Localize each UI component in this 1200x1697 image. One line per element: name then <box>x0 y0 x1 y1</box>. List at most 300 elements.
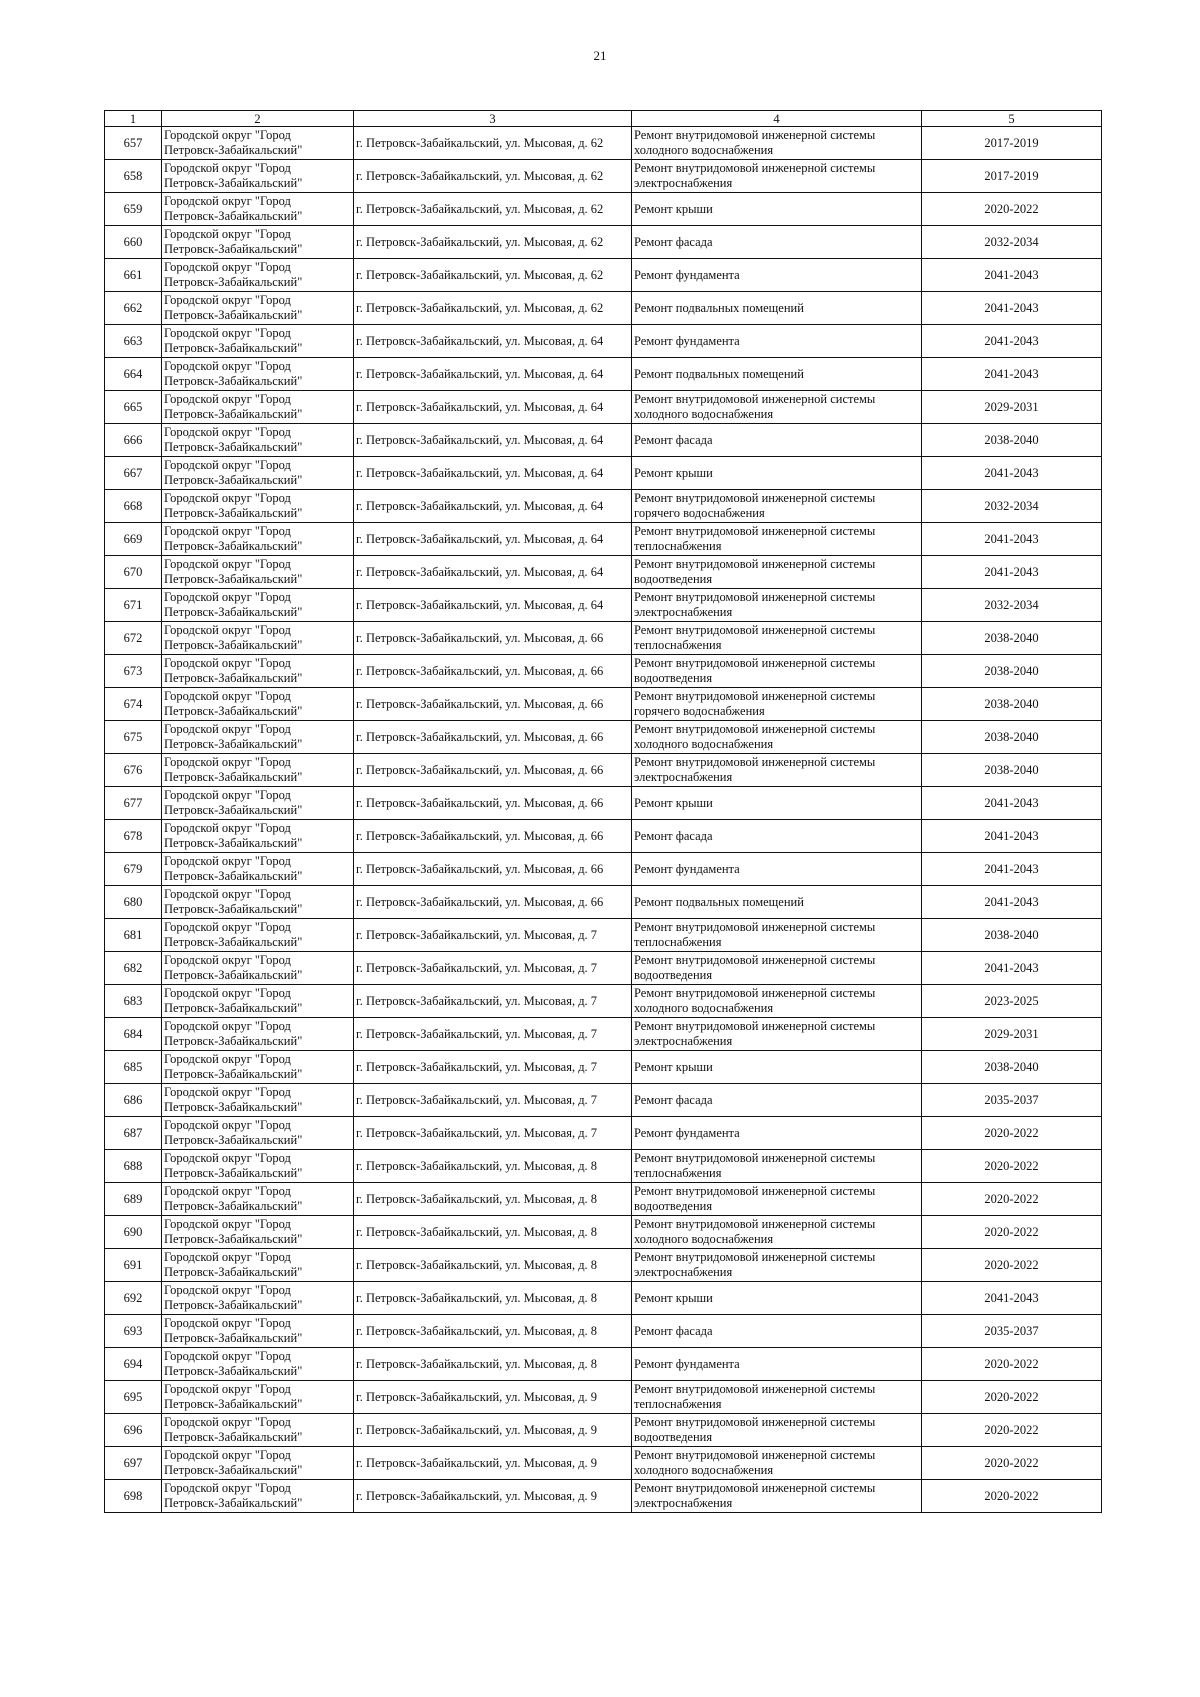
municipality-cell <box>162 127 354 160</box>
period-cell: 2041-2043 <box>922 457 1102 490</box>
period-cell: 2020-2022 <box>922 1183 1102 1216</box>
work-type-cell <box>632 1447 922 1480</box>
work-type-cell <box>632 556 922 589</box>
address-cell: г. Петровск-Забайкальский, ул. Мысовая, д. 66 <box>354 655 632 688</box>
row-number-cell: 697 <box>105 1447 162 1480</box>
period-cell: 2035-2037 <box>922 1315 1102 1348</box>
work-type-line: электроснабжения <box>634 1265 733 1279</box>
municipality-cell <box>162 556 354 589</box>
address-cell: г. Петровск-Забайкальский, ул. Мысовая, д. 62 <box>354 193 632 226</box>
municipality-cell <box>162 820 354 853</box>
work-type-cell <box>632 1480 922 1513</box>
municipality-line: Городской округ "Город <box>164 623 291 637</box>
work-type-cell <box>632 127 922 160</box>
period-cell: 2032-2034 <box>922 589 1102 622</box>
table-row <box>105 688 1102 721</box>
work-type-line: холодного водоснабжения <box>634 737 774 751</box>
row-number-cell: 691 <box>105 1249 162 1282</box>
work-type-line: Ремонт подвальных помещений <box>634 894 804 909</box>
municipality-line: Городской округ "Город <box>164 1052 291 1066</box>
work-type-line: электроснабжения <box>634 770 733 784</box>
table-row <box>105 292 1102 325</box>
row-number-cell: 693 <box>105 1315 162 1348</box>
work-type-line: теплоснабжения <box>634 1166 722 1180</box>
table-row <box>105 919 1102 952</box>
work-type-cell <box>632 787 922 820</box>
municipality-cell <box>162 391 354 424</box>
work-type-line: Ремонт внутридомовой инженерной системы <box>634 491 876 505</box>
municipality-cell <box>162 1084 354 1117</box>
period-cell: 2020-2022 <box>922 1117 1102 1150</box>
municipality-line: Городской округ "Город <box>164 1415 291 1429</box>
address-cell: г. Петровск-Забайкальский, ул. Мысовая, д. 9 <box>354 1447 632 1480</box>
address-cell: г. Петровск-Забайкальский, ул. Мысовая, д. 64 <box>354 325 632 358</box>
period-cell: 2035-2037 <box>922 1084 1102 1117</box>
header-row <box>105 111 1102 127</box>
table-row <box>105 424 1102 457</box>
address-cell: г. Петровск-Забайкальский, ул. Мысовая, д. 7 <box>354 919 632 952</box>
municipality-line: Городской округ "Город <box>164 1151 291 1165</box>
period-cell: 2041-2043 <box>922 1282 1102 1315</box>
municipality-line: Петровск-Забайкальский" <box>164 440 303 454</box>
period-cell: 2041-2043 <box>922 292 1102 325</box>
work-type-cell <box>632 1315 922 1348</box>
table-row <box>105 391 1102 424</box>
work-type-cell <box>632 655 922 688</box>
address-cell: г. Петровск-Забайкальский, ул. Мысовая, д. 64 <box>354 490 632 523</box>
row-number-cell: 666 <box>105 424 162 457</box>
period-cell: 2041-2043 <box>922 556 1102 589</box>
address-cell: г. Петровск-Забайкальский, ул. Мысовая, д. 66 <box>354 787 632 820</box>
work-type-line: Ремонт внутридомовой инженерной системы <box>634 1481 876 1495</box>
work-type-cell <box>632 193 922 226</box>
municipality-cell <box>162 457 354 490</box>
address-cell: г. Петровск-Забайкальский, ул. Мысовая, д. 66 <box>354 886 632 919</box>
work-type-cell <box>632 1117 922 1150</box>
address-cell: г. Петровск-Забайкальский, ул. Мысовая, д. 64 <box>354 424 632 457</box>
work-type-line: Ремонт крыши <box>634 795 713 810</box>
table-row <box>105 1282 1102 1315</box>
municipality-line: Городской округ "Город <box>164 359 291 373</box>
municipality-line: Городской округ "Город <box>164 854 291 868</box>
work-type-line: холодного водоснабжения <box>634 1001 774 1015</box>
work-type-line: Ремонт внутридомовой инженерной системы <box>634 656 876 670</box>
address-cell: г. Петровск-Забайкальский, ул. Мысовая, д. 8 <box>354 1249 632 1282</box>
work-type-line: теплоснабжения <box>634 539 722 553</box>
row-number-cell: 688 <box>105 1150 162 1183</box>
municipality-line: Городской округ "Город <box>164 392 291 406</box>
municipality-line: Петровск-Забайкальский" <box>164 968 303 982</box>
municipality-line: Петровск-Забайкальский" <box>164 638 303 652</box>
municipality-line: Городской округ "Город <box>164 788 291 802</box>
row-number-cell: 673 <box>105 655 162 688</box>
row-number-cell: 680 <box>105 886 162 919</box>
address-cell: г. Петровск-Забайкальский, ул. Мысовая, д. 66 <box>354 622 632 655</box>
work-type-line: электроснабжения <box>634 605 733 619</box>
page-number: 21 <box>593 48 607 63</box>
address-cell: г. Петровск-Забайкальский, ул. Мысовая, д. 7 <box>354 1051 632 1084</box>
work-type-cell <box>632 259 922 292</box>
municipality-line: Городской округ "Город <box>164 1283 291 1297</box>
municipality-line: Петровск-Забайкальский" <box>164 572 303 586</box>
work-type-line: Ремонт фасада <box>634 432 713 447</box>
work-type-line: Ремонт внутридомовой инженерной системы <box>634 128 876 142</box>
work-type-line: Ремонт внутридомовой инженерной системы <box>634 953 876 967</box>
municipality-cell <box>162 589 354 622</box>
work-type-cell <box>632 1084 922 1117</box>
work-type-line: горячего водоснабжения <box>634 506 765 520</box>
table-row <box>105 721 1102 754</box>
table-row <box>105 1315 1102 1348</box>
row-number-cell: 658 <box>105 160 162 193</box>
address-cell: г. Петровск-Забайкальский, ул. Мысовая, д. 7 <box>354 952 632 985</box>
work-type-line: Ремонт внутридомовой инженерной системы <box>634 920 876 934</box>
row-number-cell: 689 <box>105 1183 162 1216</box>
municipality-line: Городской округ "Город <box>164 491 291 505</box>
table-row <box>105 1183 1102 1216</box>
municipality-cell <box>162 1150 354 1183</box>
municipality-line: Петровск-Забайкальский" <box>164 1463 303 1477</box>
table-row <box>105 787 1102 820</box>
period-cell: 2038-2040 <box>922 424 1102 457</box>
municipality-line: Городской округ "Город <box>164 458 291 472</box>
row-number-cell: 659 <box>105 193 162 226</box>
work-type-line: водоотведения <box>634 572 713 586</box>
table-row <box>105 1051 1102 1084</box>
address-cell: г. Петровск-Забайкальский, ул. Мысовая, д. 9 <box>354 1381 632 1414</box>
municipality-line: Петровск-Забайкальский" <box>164 836 303 850</box>
work-type-cell <box>632 1216 922 1249</box>
work-type-line: Ремонт внутридомовой инженерной системы <box>634 689 876 703</box>
municipality-line: Петровск-Забайкальский" <box>164 1265 303 1279</box>
work-type-line: Ремонт внутридомовой инженерной системы <box>634 1415 876 1429</box>
work-type-cell <box>632 1150 922 1183</box>
municipality-line: Петровск-Забайкальский" <box>164 1034 303 1048</box>
work-type-cell <box>632 160 922 193</box>
municipality-line: Петровск-Забайкальский" <box>164 1496 303 1510</box>
address-cell: г. Петровск-Забайкальский, ул. Мысовая, д. 66 <box>354 820 632 853</box>
row-number-cell: 675 <box>105 721 162 754</box>
municipality-cell <box>162 787 354 820</box>
row-number-cell: 679 <box>105 853 162 886</box>
municipality-line: Петровск-Забайкальский" <box>164 770 303 784</box>
period-cell: 2041-2043 <box>922 820 1102 853</box>
municipality-cell <box>162 358 354 391</box>
address-cell: г. Петровск-Забайкальский, ул. Мысовая, д. 66 <box>354 688 632 721</box>
municipality-line: Петровск-Забайкальский" <box>164 1166 303 1180</box>
municipality-line: Городской округ "Город <box>164 1085 291 1099</box>
work-type-line: Ремонт фундамента <box>634 267 740 282</box>
municipality-line: Петровск-Забайкальский" <box>164 704 303 718</box>
row-number-cell: 669 <box>105 523 162 556</box>
municipality-line: Петровск-Забайкальский" <box>164 341 303 355</box>
address-cell: г. Петровск-Забайкальский, ул. Мысовая, д. 62 <box>354 259 632 292</box>
work-type-line: холодного водоснабжения <box>634 1232 774 1246</box>
table-row <box>105 193 1102 226</box>
period-cell: 2020-2022 <box>922 1381 1102 1414</box>
table-row <box>105 1018 1102 1051</box>
work-type-line: Ремонт фундамента <box>634 861 740 876</box>
municipality-line: Городской округ "Город <box>164 1250 291 1264</box>
period-cell: 2020-2022 <box>922 1249 1102 1282</box>
work-type-cell <box>632 226 922 259</box>
row-number-cell: 674 <box>105 688 162 721</box>
municipality-line: Петровск-Забайкальский" <box>164 473 303 487</box>
municipality-line: Городской округ "Город <box>164 1448 291 1462</box>
row-number-cell: 663 <box>105 325 162 358</box>
period-cell: 2029-2031 <box>922 391 1102 424</box>
work-type-line: Ремонт внутридомовой инженерной системы <box>634 161 876 175</box>
municipality-cell <box>162 193 354 226</box>
municipality-line: Петровск-Забайкальский" <box>164 1397 303 1411</box>
municipality-line: Городской округ "Город <box>164 1481 291 1495</box>
municipality-line: Петровск-Забайкальский" <box>164 1298 303 1312</box>
municipality-line: Городской округ "Город <box>164 293 291 307</box>
municipality-cell <box>162 325 354 358</box>
table-row <box>105 1150 1102 1183</box>
work-type-line: Ремонт внутридомовой инженерной системы <box>634 722 876 736</box>
row-number-cell: 696 <box>105 1414 162 1447</box>
municipality-line: Петровск-Забайкальский" <box>164 671 303 685</box>
period-cell: 2020-2022 <box>922 1348 1102 1381</box>
table-row <box>105 325 1102 358</box>
table-row <box>105 259 1102 292</box>
municipality-line: Петровск-Забайкальский" <box>164 407 303 421</box>
work-type-line: Ремонт подвальных помещений <box>634 366 804 381</box>
work-type-cell <box>632 490 922 523</box>
work-type-line: Ремонт внутридомовой инженерной системы <box>634 1448 876 1462</box>
municipality-line: Петровск-Забайкальский" <box>164 143 303 157</box>
period-cell: 2020-2022 <box>922 1447 1102 1480</box>
work-type-line: водоотведения <box>634 1199 713 1213</box>
work-type-cell <box>632 1183 922 1216</box>
address-cell: г. Петровск-Забайкальский, ул. Мысовая, д. 64 <box>354 589 632 622</box>
municipality-line: Городской округ "Город <box>164 1316 291 1330</box>
table-row <box>105 622 1102 655</box>
municipality-cell <box>162 721 354 754</box>
period-cell: 2017-2019 <box>922 127 1102 160</box>
municipality-line: Городской округ "Город <box>164 821 291 835</box>
work-type-cell <box>632 919 922 952</box>
work-type-line: Ремонт внутридомовой инженерной системы <box>634 1019 876 1033</box>
municipality-cell <box>162 688 354 721</box>
municipality-line: Петровск-Забайкальский" <box>164 803 303 817</box>
column-header-3: 3 <box>354 111 632 127</box>
municipality-line: Петровск-Забайкальский" <box>164 902 303 916</box>
work-type-line: электроснабжения <box>634 1034 733 1048</box>
table-row <box>105 952 1102 985</box>
work-type-line: теплоснабжения <box>634 935 722 949</box>
municipality-line: Петровск-Забайкальский" <box>164 308 303 322</box>
row-number-cell: 661 <box>105 259 162 292</box>
period-cell: 2038-2040 <box>922 688 1102 721</box>
work-type-line: Ремонт внутридомовой инженерной системы <box>634 986 876 1000</box>
work-type-line: водоотведения <box>634 1430 713 1444</box>
municipality-cell <box>162 1447 354 1480</box>
municipality-cell <box>162 1282 354 1315</box>
period-cell: 2041-2043 <box>922 787 1102 820</box>
municipality-line: Петровск-Забайкальский" <box>164 242 303 256</box>
work-type-line: горячего водоснабжения <box>634 704 765 718</box>
address-cell: г. Петровск-Забайкальский, ул. Мысовая, д. 64 <box>354 391 632 424</box>
municipality-line: Петровск-Забайкальский" <box>164 1331 303 1345</box>
row-number-cell: 690 <box>105 1216 162 1249</box>
table-row <box>105 1447 1102 1480</box>
municipality-cell <box>162 952 354 985</box>
work-type-line: Ремонт внутридомовой инженерной системы <box>634 623 876 637</box>
work-type-line: Ремонт крыши <box>634 1290 713 1305</box>
table-row <box>105 589 1102 622</box>
work-type-cell <box>632 325 922 358</box>
municipality-cell <box>162 523 354 556</box>
address-cell: г. Петровск-Забайкальский, ул. Мысовая, д. 62 <box>354 127 632 160</box>
period-cell: 2041-2043 <box>922 325 1102 358</box>
address-cell: г. Петровск-Забайкальский, ул. Мысовая, д. 7 <box>354 1084 632 1117</box>
row-number-cell: 692 <box>105 1282 162 1315</box>
table-row <box>105 358 1102 391</box>
municipality-line: Городской округ "Город <box>164 128 291 142</box>
municipality-line: Городской округ "Город <box>164 425 291 439</box>
municipality-line: Городской округ "Город <box>164 1184 291 1198</box>
period-cell: 2032-2034 <box>922 226 1102 259</box>
table-row <box>105 1480 1102 1513</box>
period-cell: 2032-2034 <box>922 490 1102 523</box>
row-number-cell: 695 <box>105 1381 162 1414</box>
work-type-line: холодного водоснабжения <box>634 1463 774 1477</box>
municipality-cell <box>162 1183 354 1216</box>
municipality-line: Городской округ "Город <box>164 656 291 670</box>
table-row <box>105 886 1102 919</box>
row-number-cell: 698 <box>105 1480 162 1513</box>
work-type-cell <box>632 1051 922 1084</box>
table-row <box>105 1381 1102 1414</box>
period-cell: 2020-2022 <box>922 1216 1102 1249</box>
work-type-line: Ремонт внутридомовой инженерной системы <box>634 1217 876 1231</box>
row-number-cell: 665 <box>105 391 162 424</box>
period-cell: 2023-2025 <box>922 985 1102 1018</box>
work-type-line: Ремонт подвальных помещений <box>634 300 804 315</box>
address-cell: г. Петровск-Забайкальский, ул. Мысовая, д. 9 <box>354 1480 632 1513</box>
repair-schedule-table <box>104 110 1102 1513</box>
municipality-line: Петровск-Забайкальский" <box>164 605 303 619</box>
work-type-cell <box>632 952 922 985</box>
period-cell: 2038-2040 <box>922 754 1102 787</box>
municipality-cell <box>162 754 354 787</box>
municipality-line: Петровск-Забайкальский" <box>164 1364 303 1378</box>
municipality-cell <box>162 1249 354 1282</box>
table-row <box>105 820 1102 853</box>
municipality-line: Городской округ "Город <box>164 1217 291 1231</box>
row-number-cell: 668 <box>105 490 162 523</box>
work-type-cell <box>632 1381 922 1414</box>
work-type-cell <box>632 886 922 919</box>
period-cell: 2041-2043 <box>922 952 1102 985</box>
municipality-line: Городской округ "Город <box>164 986 291 1000</box>
work-type-line: Ремонт фундамента <box>634 1356 740 1371</box>
work-type-line: Ремонт внутридомовой инженерной системы <box>634 755 876 769</box>
municipality-cell <box>162 853 354 886</box>
address-cell: г. Петровск-Забайкальский, ул. Мысовая, д. 7 <box>354 1117 632 1150</box>
row-number-cell: 681 <box>105 919 162 952</box>
table-row <box>105 523 1102 556</box>
address-cell: г. Петровск-Забайкальский, ул. Мысовая, д. 62 <box>354 292 632 325</box>
work-type-cell <box>632 292 922 325</box>
municipality-line: Городской округ "Город <box>164 161 291 175</box>
work-type-line: теплоснабжения <box>634 1397 722 1411</box>
work-type-cell <box>632 1249 922 1282</box>
work-type-line: Ремонт внутридомовой инженерной системы <box>634 590 876 604</box>
work-type-cell <box>632 1348 922 1381</box>
work-type-cell <box>632 853 922 886</box>
work-type-line: Ремонт внутридомовой инженерной системы <box>634 524 876 538</box>
work-type-line: Ремонт крыши <box>634 465 713 480</box>
period-cell: 2038-2040 <box>922 655 1102 688</box>
municipality-line: Городской округ "Город <box>164 326 291 340</box>
municipality-line: Городской округ "Город <box>164 1019 291 1033</box>
table-row <box>105 1216 1102 1249</box>
work-type-cell <box>632 622 922 655</box>
address-cell: г. Петровск-Забайкальский, ул. Мысовая, д. 8 <box>354 1348 632 1381</box>
municipality-line: Петровск-Забайкальский" <box>164 1001 303 1015</box>
municipality-cell <box>162 1216 354 1249</box>
period-cell: 2041-2043 <box>922 886 1102 919</box>
table-row <box>105 160 1102 193</box>
table-row <box>105 754 1102 787</box>
table-row <box>105 556 1102 589</box>
work-type-line: Ремонт фундамента <box>634 1125 740 1140</box>
work-type-line: Ремонт внутридомовой инженерной системы <box>634 1184 876 1198</box>
municipality-line: Петровск-Забайкальский" <box>164 1199 303 1213</box>
table-row <box>105 655 1102 688</box>
row-number-cell: 682 <box>105 952 162 985</box>
work-type-cell <box>632 358 922 391</box>
work-type-cell <box>632 1414 922 1447</box>
table-header <box>105 111 1102 127</box>
table-row <box>105 1084 1102 1117</box>
work-type-cell <box>632 523 922 556</box>
row-number-cell: 694 <box>105 1348 162 1381</box>
work-type-line: водоотведения <box>634 968 713 982</box>
period-cell: 2020-2022 <box>922 1414 1102 1447</box>
period-cell: 2020-2022 <box>922 193 1102 226</box>
work-type-line: холодного водоснабжения <box>634 407 774 421</box>
municipality-line: Городской округ "Город <box>164 722 291 736</box>
work-type-cell <box>632 688 922 721</box>
row-number-cell: 657 <box>105 127 162 160</box>
table-row <box>105 226 1102 259</box>
municipality-cell <box>162 1414 354 1447</box>
work-type-line: Ремонт фасада <box>634 1323 713 1338</box>
column-header-2: 2 <box>162 111 354 127</box>
address-cell: г. Петровск-Забайкальский, ул. Мысовая, д. 64 <box>354 523 632 556</box>
work-type-line: Ремонт внутридомовой инженерной системы <box>634 1250 876 1264</box>
municipality-line: Городской округ "Город <box>164 887 291 901</box>
row-number-cell: 662 <box>105 292 162 325</box>
period-cell: 2041-2043 <box>922 853 1102 886</box>
table-row <box>105 1414 1102 1447</box>
municipality-cell <box>162 1348 354 1381</box>
table-row <box>105 1117 1102 1150</box>
work-type-line: Ремонт фундамента <box>634 333 740 348</box>
work-type-line: Ремонт внутридомовой инженерной системы <box>634 392 876 406</box>
municipality-line: Городской округ "Город <box>164 689 291 703</box>
municipality-line: Петровск-Забайкальский" <box>164 209 303 223</box>
municipality-cell <box>162 490 354 523</box>
municipality-cell <box>162 226 354 259</box>
municipality-line: Петровск-Забайкальский" <box>164 1100 303 1114</box>
municipality-cell <box>162 622 354 655</box>
municipality-line: Петровск-Забайкальский" <box>164 506 303 520</box>
